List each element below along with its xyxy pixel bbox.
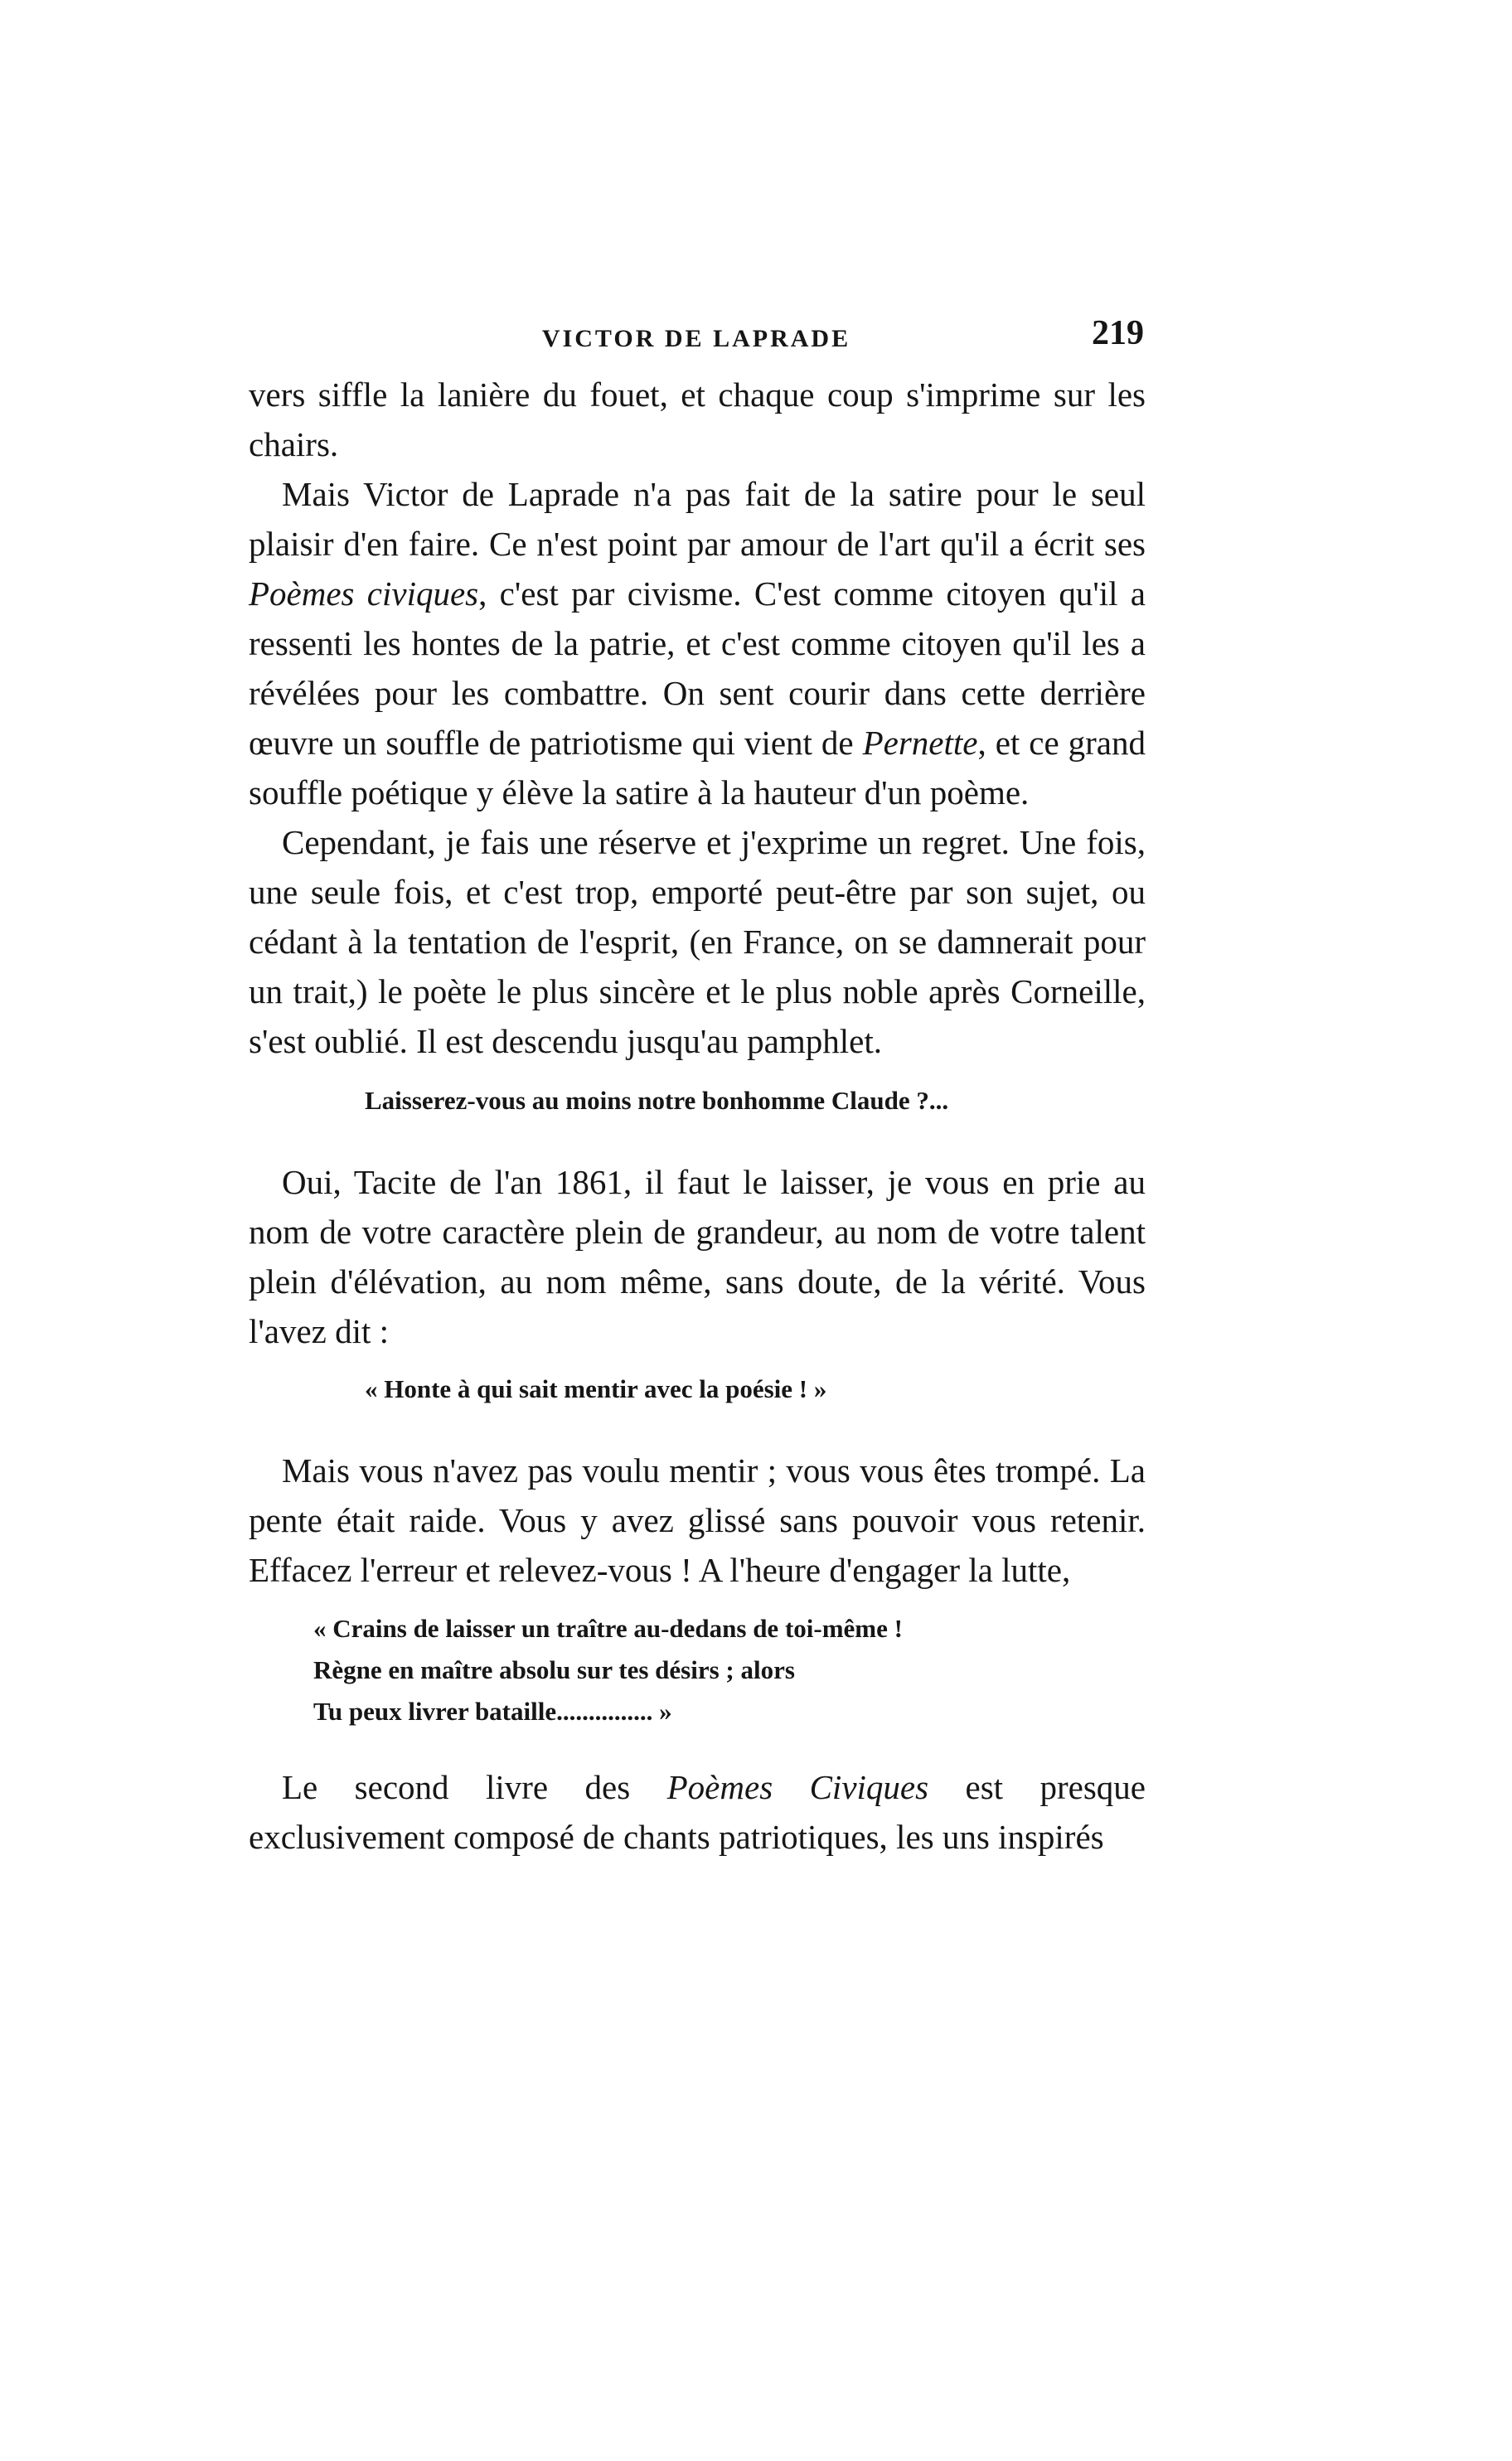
work-title-poemes-civiques: Poèmes civiques	[249, 574, 479, 613]
paragraph-3: Cependant, je fais une réserve et j'exprime un regret. Une fois, une seule fois, et c'est trop, emporté peut-être par son sujet, ou cédant à la tentation de l'esprit, (en France, on se damnerait pour un trait,) le poète le plus sincère et le plus noble après Corneille, s'est oublié. Il est descendu jusqu'au pamphlet.	[249, 823, 1146, 1060]
quotation-1: Laisserez-vous au moins notre bonhomme Claude ?...	[365, 1086, 949, 1115]
page-number: 219	[1092, 314, 1144, 352]
work-title-poemes-civiques-2: Poèmes Civiques	[666, 1768, 929, 1806]
paragraph-2	[249, 469, 1146, 817]
paragraph-6-text-a: Le second livre des	[282, 1768, 667, 1806]
verse-quotation	[249, 1608, 1146, 1732]
paragraph-2-text-c: , et ce grand souffle poétique y élève la satire à la hauteur d'un poème.	[249, 724, 1146, 811]
verse-line-3: Tu peux livrer bataille............... »	[313, 1697, 672, 1726]
verse-line-2: Règne en maître absolu sur tes désirs ; alors	[313, 1655, 795, 1684]
paragraph-6-text-b: est presque exclusivement composé de chants patriotiques, les uns inspirés	[249, 1768, 1146, 1856]
running-head: VICTOR DE LAPRADE	[541, 325, 851, 352]
paragraph-4: Oui, Tacite de l'an 1861, il faut le laisser, je vous en prie au nom de votre caractère plein de grandeur, au nom de votre talent plein d'élévation, au nom même, sans doute, de la vérité. Vous l'avez dit :	[249, 1163, 1146, 1350]
paragraph-5: Mais vous n'avez pas voulu mentir ; vous vous êtes trompé. La pente était raide. Vous y avez glissé sans pouvoir vous retenir. Effacez l'erreur et relevez-vous ! A l'heure d'engager la lutte,	[249, 1451, 1146, 1589]
paragraph-2-text-b: , c'est par civisme. C'est comme citoyen qu'il a ressenti les hontes de la patrie, et c'est comme citoyen qu'il les a révélées pour les combattre. On sent courir dans cette derrière œuvre un souffle de patriotisme qui vient de	[249, 574, 1146, 762]
paragraph-1: vers siffle la lanière du fouet, et chaque coup s'imprime sur les chairs.	[249, 375, 1146, 463]
page-header	[249, 308, 1144, 366]
work-title-pernette: Pernette	[862, 724, 978, 762]
verse-line-1: « Crains de laisser un traître au-dedans de toi-même !	[313, 1614, 903, 1643]
paragraph-6	[249, 1762, 1146, 1862]
quotation-2: « Honte à qui sait mentir avec la poésie ! »	[365, 1374, 827, 1403]
paragraph-2-text-a: Mais Victor de Laprade n'a pas fait de la satire pour le seul plaisir d'en faire. Ce n'est point par amour de l'art qu'il a écrit ses	[249, 475, 1146, 563]
page-body	[249, 370, 1146, 1862]
